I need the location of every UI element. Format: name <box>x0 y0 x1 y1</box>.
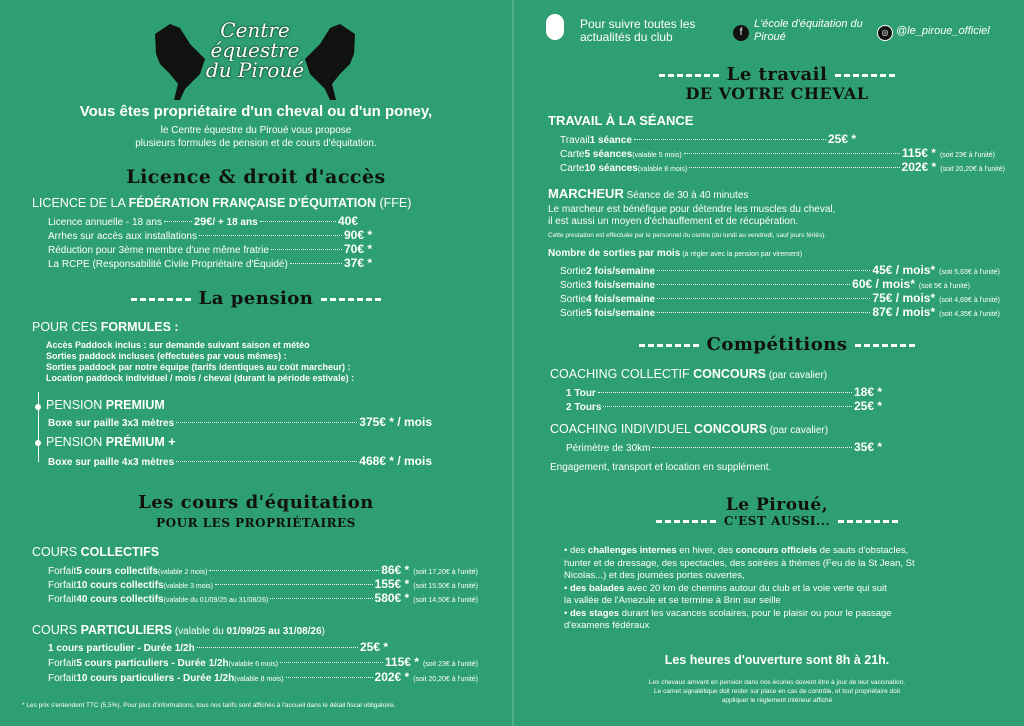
travail-title <box>530 64 1024 85</box>
row-label: Forfait <box>48 594 77 605</box>
label-badge-icon <box>546 14 564 40</box>
row-price: 87€ / mois* <box>872 305 936 319</box>
travail-subtitle: DE VOTRE CHEVAL <box>685 84 869 103</box>
premium-plus-desc: Boxe sur paille 4x3 mètres <box>48 457 175 468</box>
row-note: (soit 4,69€ à l'unité) <box>939 297 1000 304</box>
licence-row-label: La RCPE (Responsabilité Civile Propriétaire d'Équidé) <box>48 259 288 270</box>
row-bold: 5 cours particuliers - Durée 1/2h <box>76 658 229 669</box>
coaching-individuel-heading <box>550 422 828 436</box>
engagement-text: Engagement, transport et location en supplément. <box>550 462 772 473</box>
cours-title: Les cours d'équitation <box>138 492 374 513</box>
b1-post: de sauts d'obstacles, <box>817 545 909 556</box>
row-label: Carte <box>560 149 585 160</box>
premium-plus-bold: PRÉMIUM + <box>105 435 176 449</box>
pension-premium-plus-heading <box>46 435 176 449</box>
pension-item: Accès Paddock inclus : sur demande suivant saison et météo <box>46 340 310 350</box>
licence-row-mid-label: / + 18 ans <box>212 217 258 228</box>
marcheur-desc <box>548 204 835 228</box>
row-note: (soit 23€ à l'unité) <box>939 152 995 159</box>
seance-heading: TRAVAIL À LA SÉANCE <box>548 113 694 128</box>
row-label: Travail <box>560 135 590 146</box>
row-bold: 10 cours collectifs <box>76 580 164 591</box>
logo-line2: équestre <box>210 38 300 62</box>
particulier-row <box>48 655 478 669</box>
b1-line3: Nicolas...) et des journées portes ouvertes, <box>564 570 745 581</box>
row-bold: 5 fois/semaine <box>586 308 656 319</box>
row-bold: 4 fois/semaine <box>586 294 656 305</box>
licence-row-label: Licence annuelle - 18 ans <box>48 217 162 228</box>
row-note: (soit 4,35€ à l'unité) <box>939 311 1000 318</box>
page-divider <box>512 0 514 726</box>
instagram-icon[interactable]: ◎ <box>877 25 893 41</box>
collectif-row <box>48 563 478 577</box>
right-column <box>530 0 1024 726</box>
licence-row-3 <box>48 242 372 256</box>
licence-row-price: 40€ <box>337 214 358 228</box>
licence-heading <box>32 196 411 210</box>
intro-subtitle <box>20 124 492 150</box>
instagram-text[interactable]: @le_piroue_officiel <box>896 25 990 37</box>
row-price: 25€ * <box>359 640 388 654</box>
row-price: 45€ / mois* <box>872 263 936 277</box>
collectif-post: (par cavalier) <box>766 370 828 381</box>
row-bold: 5 cours collectifs <box>76 566 159 577</box>
piroue-subtitle <box>530 514 1024 528</box>
club-logo <box>150 14 360 102</box>
pension-title-text: La pension <box>198 288 314 309</box>
sorties-bold: Nombre de sorties par mois <box>548 248 681 259</box>
sortie-row <box>560 277 1000 291</box>
marcheur-heading <box>548 186 748 201</box>
licence-row-price: 37€ * <box>343 256 372 270</box>
piroue-foot-line3: appliquer le règlement intérieur affiché <box>721 697 833 704</box>
row-price: 202€ * <box>901 160 937 174</box>
licence-row-label: Réduction pour 3ème membre d'une même fratrie <box>48 245 269 256</box>
collectifs-bold: COLLECTIFS <box>80 545 160 559</box>
licence-row-label: Arrhes sur accès aux installations <box>48 231 197 242</box>
marcheur-note: Cette prestation est effectuée par le personnel du centre (du lundi au vendredi, sauf jours fériés). <box>548 232 827 239</box>
coaching-collectif-heading <box>550 367 827 381</box>
collectif-comp-row <box>566 399 882 413</box>
licence-row-2 <box>48 228 372 242</box>
individuel-bold: CONCOURS <box>694 422 767 436</box>
individuel-pre: COACHING INDIVIDUEL <box>550 422 695 436</box>
piroue-list <box>564 545 915 633</box>
pension-items <box>46 340 354 384</box>
row-note: (soit 23€ à l'unité) <box>422 661 478 668</box>
b1-line2: hunter et de dressage, des spectacles, des soirées à thèmes (Feu de la St Jean, St <box>564 557 915 569</box>
particuliers-heading <box>32 623 325 637</box>
row-price: 155€ * <box>374 577 410 591</box>
row-bold: 10 cours particuliers - Durée 1/2h <box>76 673 235 684</box>
row-label: 1 Tour <box>566 388 596 399</box>
pension-premium-plus-dot <box>35 440 41 446</box>
row-note: (soit 5,63€ à l'unité) <box>939 269 1000 276</box>
row-small: (valable 3 mois) <box>163 583 214 590</box>
seance-row <box>560 146 995 160</box>
row-price: 35€ * <box>853 440 882 454</box>
row-note: (soit 20,20€ à l'unité) <box>940 166 1005 173</box>
collectif-row <box>48 591 478 605</box>
intro-sub-line2: plusieurs formules de pension et de cours d'équitation. <box>135 138 377 149</box>
pension-premium-row <box>48 415 432 429</box>
row-price: 60€ / mois* <box>852 277 915 291</box>
row-small: (valable 8 mois) <box>234 676 284 683</box>
b2-line2: la vallée de l'Amezule et se termine à Brin sur seille <box>564 595 781 606</box>
row-note: (soit 17,20€ à l'unité) <box>413 569 478 576</box>
intro-title: Vous êtes propriétaire d'un cheval ou d'un poney, <box>79 103 433 120</box>
licence-row-4 <box>48 256 372 270</box>
row-label: Forfait <box>48 566 77 577</box>
footer-note: * Les prix s'entendent TTC (5,5%). Pour plus d'informations, tous nos tarifs sont affichés à l'accueil dans le détail fiscal obligatoire. <box>22 702 396 709</box>
marcheur-bold: MARCHEUR <box>548 186 624 201</box>
row-bold: 2 fois/semaine <box>586 266 656 277</box>
sortie-row <box>560 305 1000 319</box>
piroue-foot-line1: Les chevaux arrivant en pension dans nos écuries doivent être à jour de leur vaccination. <box>648 679 906 686</box>
pension-item: Location paddock individuel / mois / cheval (durant la période estivale) : <box>46 373 355 383</box>
row-label: Forfait <box>48 673 77 684</box>
piroue-item-3 <box>564 608 915 621</box>
individuel-post: (par cavalier) <box>766 425 829 436</box>
row-price: 115€ * <box>901 146 936 160</box>
particulier-row <box>48 640 388 654</box>
row-note: (soit 20,20€ à l'unité) <box>413 676 478 683</box>
licence-row-1 <box>48 214 358 228</box>
cours-subtitle: POUR LES PROPRIÉTAIRES <box>156 516 356 530</box>
row-small: (valable du 01/09/25 au 31/08/26) <box>163 597 269 604</box>
row-note: (soit 5€ à l'unité) <box>918 283 970 290</box>
piroue-footer <box>530 678 1024 705</box>
piroue-item-2 <box>564 583 915 596</box>
individuel-comp-row <box>566 440 882 454</box>
row-label: Forfait <box>48 580 77 591</box>
sortie-row <box>560 291 1000 305</box>
row-price: 25€ * <box>853 399 882 413</box>
sortie-row <box>560 263 1000 277</box>
formules-pre: POUR CES <box>32 320 101 334</box>
row-price: 86€ * <box>381 563 410 577</box>
marcheur-post: Séance de 30 à 40 minutes <box>623 190 749 201</box>
seance-row <box>560 160 1005 174</box>
row-bold: 1 séance <box>589 135 632 146</box>
logo-text <box>190 20 320 80</box>
licence-heading-post: (FFE) <box>376 196 412 210</box>
row-price: 18€ * <box>853 385 882 399</box>
row-price: 202€ * <box>374 670 410 684</box>
collectif-comp-row <box>566 385 882 399</box>
licence-row-mid-price: 29€ <box>193 216 213 228</box>
opening-hours: Les heures d'ouverture sont 8h à 21h. <box>664 653 890 667</box>
collectifs-pre: COURS <box>32 545 81 559</box>
particuliers-pre: COURS <box>32 623 81 637</box>
row-bold: 5 séances <box>584 149 633 160</box>
row-bold: 1 cours particulier - Durée 1/2h <box>48 643 195 654</box>
pension-item: Sorties paddock incluses (effectuées par vous mêmes) : <box>46 351 287 361</box>
premium-desc: Boxe sur paille 3x3 mètres <box>48 418 175 429</box>
intro-sub-line1: le Centre équestre du Piroué vous propose <box>160 125 352 136</box>
row-label: Sortie <box>560 280 587 291</box>
marcheur-desc-line2: il est aussi un moyen d'échauffement et de récupération. <box>548 216 799 227</box>
licence-title: Licence & droit d'accès <box>126 166 386 188</box>
logo-line3: du Piroué <box>205 58 305 82</box>
b1-pre: • des <box>564 545 588 556</box>
row-label: Carte <box>560 163 585 174</box>
row-price: 580€ * <box>374 591 410 605</box>
sorties-heading <box>548 248 802 259</box>
b2-pre: • <box>564 582 570 594</box>
licence-heading-bold: FÉDÉRATION FRANÇAISE D'ÉQUITATION <box>128 196 376 210</box>
pension-premium-plus-row <box>48 454 432 468</box>
row-price: 25€ * <box>827 132 856 146</box>
particuliers-bold: PARTICULIERS <box>80 623 173 637</box>
facebook-icon[interactable]: f <box>733 25 749 41</box>
row-bold: 3 fois/semaine <box>586 280 656 291</box>
b3-post: durant les vacances scolaires, pour le plaisir ou pour le passage <box>619 607 892 619</box>
piroue-foot-line2: Le carnet signalétique doit rester sur place en cas de contrôle, et tout propriétaire doit <box>653 688 901 695</box>
row-label: Sortie <box>560 266 587 277</box>
b1-bold2: concours officiels <box>735 545 818 556</box>
seance-row <box>560 132 856 146</box>
row-small: (valable 5 mois) <box>632 152 682 159</box>
licence-row-price: 70€ * <box>343 242 372 256</box>
piroue-title: Le Piroué, <box>725 495 829 515</box>
premium-bold: PREMIUM <box>105 398 165 412</box>
sorties-small: (à régler avec la pension par virement) <box>680 251 803 258</box>
collectif-row <box>48 577 478 591</box>
travail-title-line1: Le travail <box>726 64 828 85</box>
row-label: Sortie <box>560 294 587 305</box>
piroue-item-1 <box>564 545 915 558</box>
competitions-title <box>530 334 1024 355</box>
marcheur-desc-line1: Le marcheur est bénéfique pour détendre les muscles du cheval, <box>548 204 836 215</box>
b1-mid: en hiver, des <box>676 545 736 556</box>
particulier-row <box>48 670 478 684</box>
competitions-title-text: Compétitions <box>706 334 848 355</box>
licence-heading-pre: LICENCE DE LA <box>32 196 129 210</box>
collectifs-heading <box>32 545 159 559</box>
pension-premium-dot <box>35 404 41 410</box>
b2-post: avec 20 km de chemins autour du club et la voie verte qui suit <box>624 582 887 594</box>
particuliers-validity-post: ) <box>321 626 325 637</box>
logo-line1: Centre <box>220 18 290 42</box>
b1-bold1: challenges internes <box>587 545 677 556</box>
row-note: (soit 15,50€ à l'unité) <box>413 583 478 590</box>
formules-heading <box>32 320 179 334</box>
row-small: (valable 2 mois) <box>158 569 208 576</box>
row-price: 115€ * <box>384 655 419 669</box>
row-bold: 10 séances <box>584 163 638 174</box>
premium-plus-price: 468€ * / mois <box>359 454 432 468</box>
row-bold: 40 cours collectifs <box>76 594 164 605</box>
row-note: (soit 14,50€ à l'unité) <box>413 597 478 604</box>
piroue-subtitle-text: C'EST AUSSI... <box>723 514 831 528</box>
row-label: Périmètre de 30km <box>566 443 651 454</box>
pension-item: Sorties paddock par notre équipe (tarifs identiques au coût marcheur) : <box>46 362 351 372</box>
b3-line2: d'examens fédéraux <box>564 620 650 631</box>
premium-plus-pre: PENSION <box>46 435 106 449</box>
follow-text: Pour suivre toutes les actualités du club <box>580 17 696 44</box>
pension-premium-heading <box>46 398 165 412</box>
b3-bold: des stages <box>569 607 620 619</box>
row-price: 75€ / mois* <box>872 291 936 305</box>
row-label: 2 Tours <box>566 402 602 413</box>
row-label: Forfait <box>48 658 77 669</box>
formules-bold: FORMULES : <box>100 320 179 334</box>
facebook-text[interactable]: L'école d'équitation du Piroué <box>754 18 863 43</box>
b3-pre: • <box>564 607 570 619</box>
premium-price: 375€ * / mois <box>359 415 432 429</box>
particuliers-validity-bold: 01/09/25 au 31/08/26 <box>226 626 322 637</box>
licence-row-price: 90€ * <box>343 228 372 242</box>
collectif-bold: CONCOURS <box>693 367 766 381</box>
collectif-pre: COACHING COLLECTIF <box>550 367 694 381</box>
particuliers-validity-pre: (valable du <box>172 626 227 637</box>
b2-bold: des balades <box>569 582 625 594</box>
row-small: (valable 8 mois) <box>637 166 688 173</box>
premium-pre: PENSION <box>46 398 106 412</box>
pension-title <box>0 288 512 309</box>
row-small: (valable 6 mois) <box>228 661 279 668</box>
row-label: Sortie <box>560 308 587 319</box>
